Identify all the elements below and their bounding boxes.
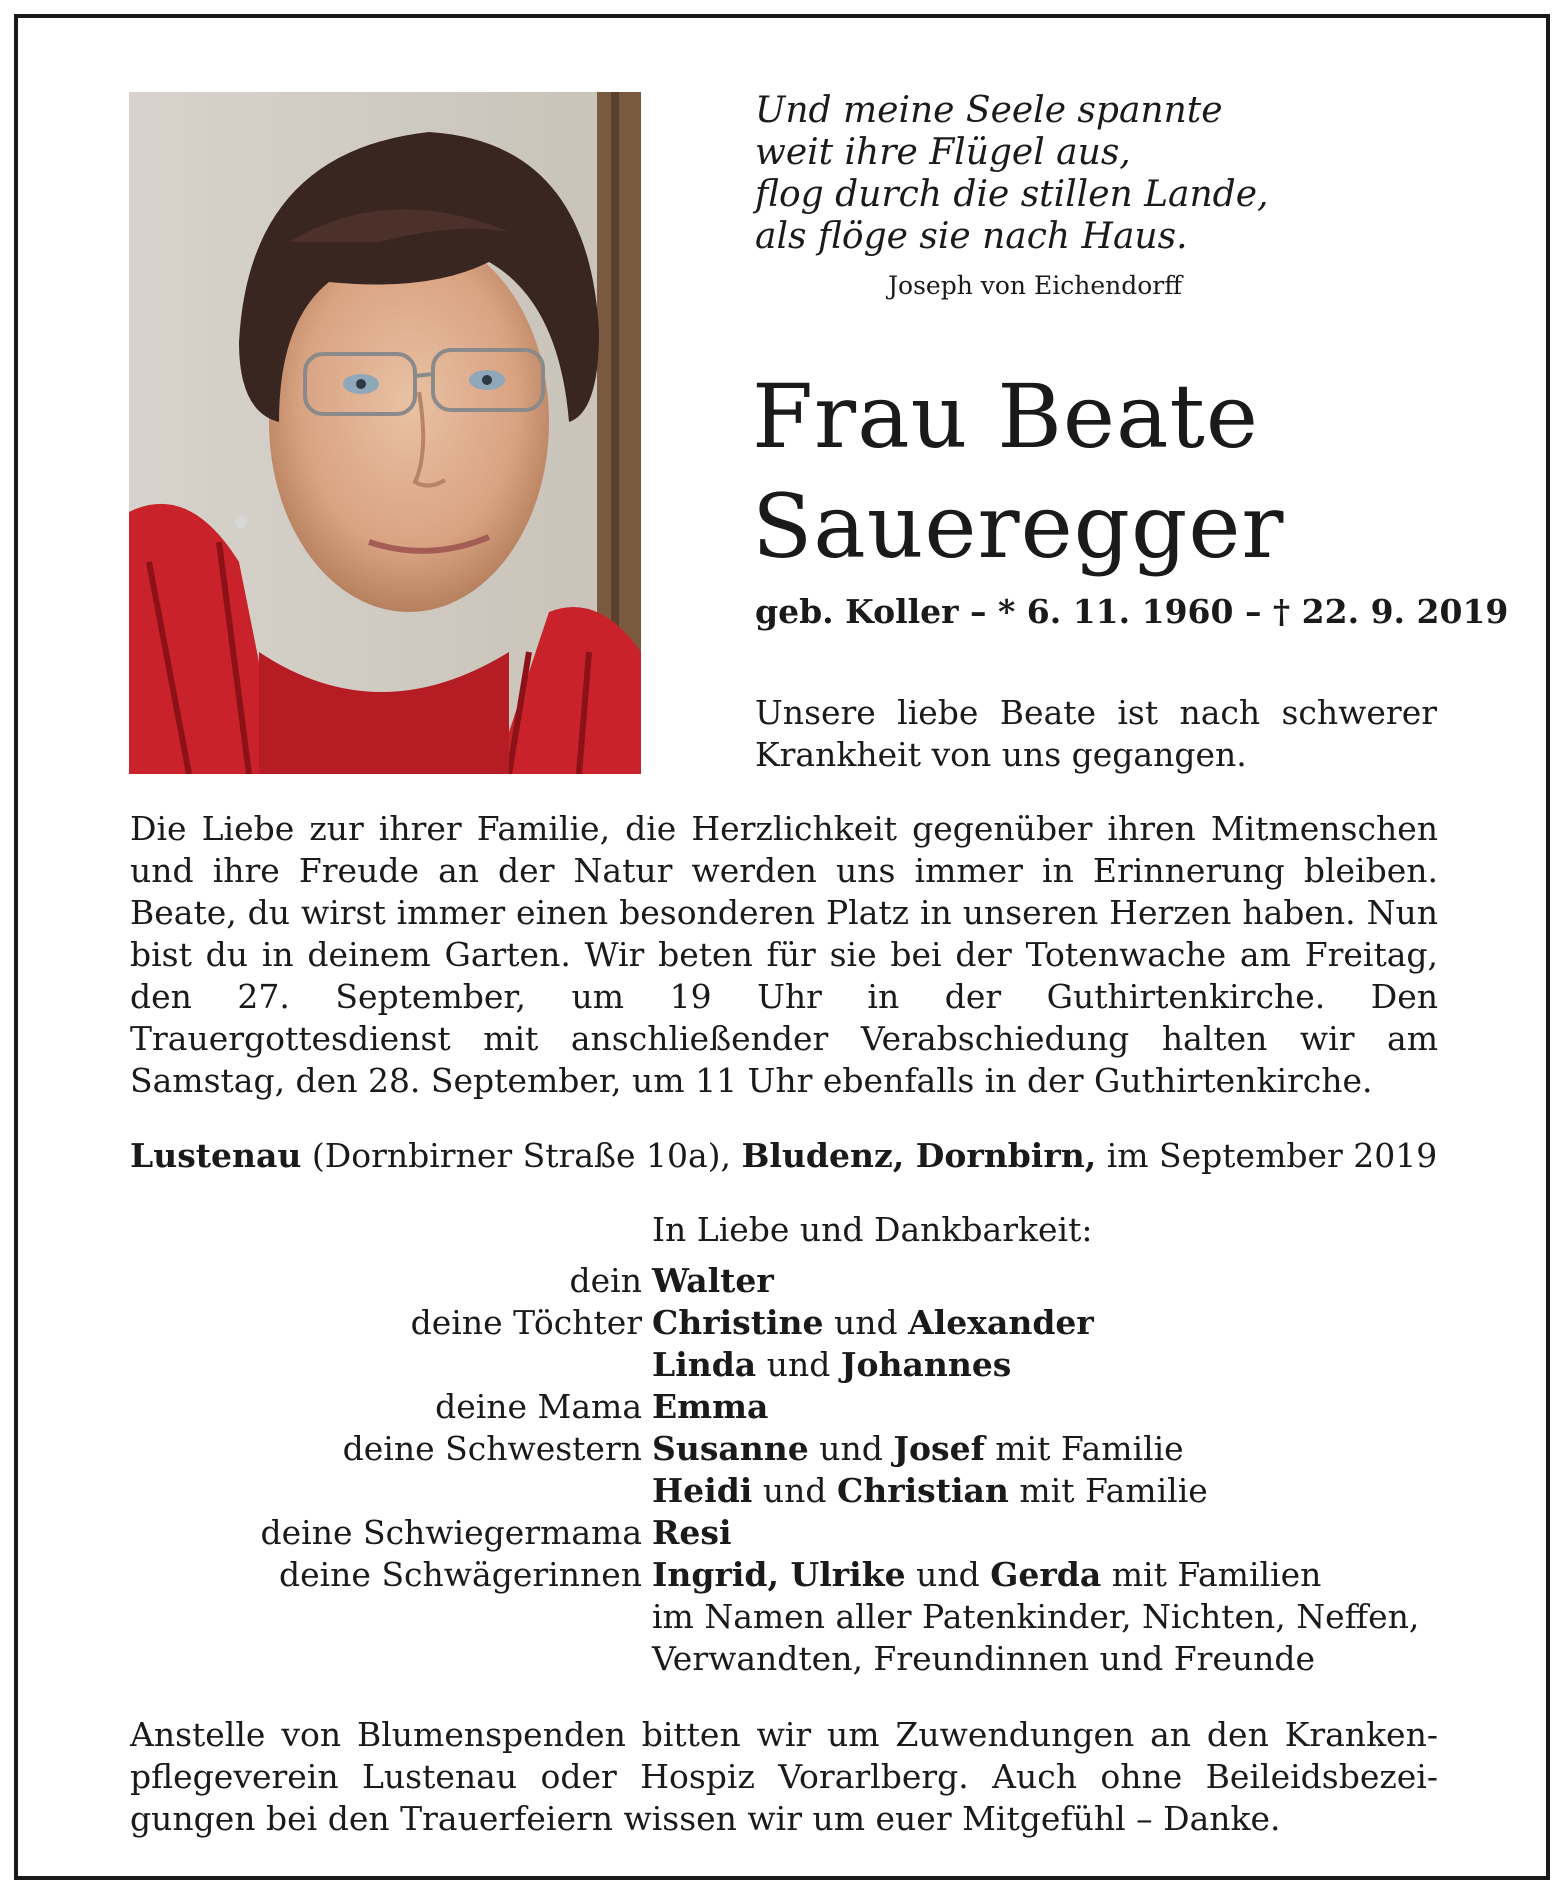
family-names [652,1260,774,1302]
main-text: Die Liebe zur ihrer Familie, die Herzlichkeit gegenüber ihren Mitmenschen und ihre Freude an der Natur werden uns immer in Erinnerung bleiben. Beate, du wirst immer einen besonderen Platz in unseren Herzen haben. Nun bist du in deinem Garten. Wir beten für sie bei der Totenwache am Freitag, den 27. September, um 19 Uhr in der Guthirtenkirche. Den Trauergottesdienst mit anschließender Verabschiedung halten wir am Samstag, den 28. September, um 11 Uhr ebenfalls in der Guthirtenkirche. [130,809,1438,1100]
family-row [130,1596,1440,1638]
family-row [130,1302,1440,1344]
quote-line: flog durch die stillen Lande, [755,174,1269,215]
family-name: Christian [836,1471,1009,1510]
family-names [652,1554,1321,1596]
family-connector: mit Familie [1008,1471,1208,1510]
family-relation: dein [569,1261,642,1300]
quote-line: als flöge sie nach Haus. [755,216,1188,257]
family-connector: und [808,1429,894,1468]
intro-text: Unsere liebe Beate ist nach schwerer Krankheit von uns gegangen. [755,693,1437,774]
family-relation: deine Töchter [410,1303,642,1342]
family-row [130,1470,1440,1512]
family-extra: im Namen aller Patenkinder, Nichten, Neffen, [652,1597,1420,1636]
poem-quote [755,90,1275,258]
family-names [652,1344,1011,1386]
signoff: In Liebe und Dankbarkeit: [652,1210,1093,1249]
quote-line: Und meine Seele spannte [755,90,1223,131]
family-row [130,1428,1440,1470]
family-name: Linda [652,1345,757,1384]
family-row [130,1638,1440,1680]
family-name: Susanne [652,1429,809,1468]
family-name: Alexander [908,1303,1094,1342]
name-line-2: Saueregger [752,475,1285,578]
family-relation [130,1638,652,1680]
family-connector: und [823,1303,909,1342]
family-relation: deine Mama [435,1387,642,1426]
family-relation [130,1470,652,1512]
family-connector: und [752,1471,837,1510]
family-connector: mit Familie [984,1429,1184,1468]
life-dates: geb. Koller – * 6. 11. 1960 – † 22. 9. 2019 [755,592,1509,631]
family-name: Christine [652,1303,824,1342]
family-name: Heidi [652,1471,753,1510]
family-names [652,1302,1094,1344]
family-extra: Verwandten, Freundinnen und Freunde [652,1639,1316,1678]
family-list [130,1260,1440,1680]
location-place-1: Lustenau [130,1136,302,1175]
family-relation: deine Schwägerinnen [278,1555,642,1594]
family-row [130,1554,1440,1596]
family-names [652,1512,732,1554]
location-date: im September 2019 [1096,1136,1438,1175]
name-line-1: Frau Beate [752,365,1259,468]
family-names [652,1386,768,1428]
family-row [130,1386,1440,1428]
location-line [130,1136,1438,1175]
quote-line: weit ihre Flügel aus, [755,132,1131,173]
family-name: Gerda [990,1555,1102,1594]
family-row [130,1344,1440,1386]
closing-text: Anstelle von Blumenspenden bitten wir um Zuwendungen an den Krankenpflegeverein Lustenau oder Hospiz Vorarlberg. Auch ohne Beileidsbezeigungen bei den Trauerfeiern wissen wir um euer Mitgefühl – Danke. [130,1715,1438,1838]
family-row [130,1512,1440,1554]
location-address: (Dornbirner Straße 10a), [301,1136,742,1175]
location-place-2: Bludenz, Dornbirn, [741,1136,1097,1175]
family-relation: deine Schwestern [342,1429,642,1468]
family-name: Johannes [840,1345,1012,1384]
deceased-name [752,362,1284,582]
family-names [652,1428,1184,1470]
family-row [130,1260,1440,1302]
family-name: Walter [652,1261,774,1300]
quote-author: Joseph von Eichendorff [888,271,1182,300]
family-connector: mit Familien [1101,1555,1322,1594]
family-name: Resi [652,1513,732,1552]
family-name: Emma [652,1387,769,1426]
family-connector: und [756,1345,841,1384]
portrait-photo [129,92,641,774]
family-relation: deine Schwiegermama [260,1513,642,1552]
family-connector: und [905,1555,991,1594]
family-name: Ingrid, Ulrike [652,1555,906,1594]
family-relation [130,1596,652,1638]
family-names [652,1470,1208,1512]
family-name: Josef [893,1429,985,1468]
family-relation [130,1344,652,1386]
